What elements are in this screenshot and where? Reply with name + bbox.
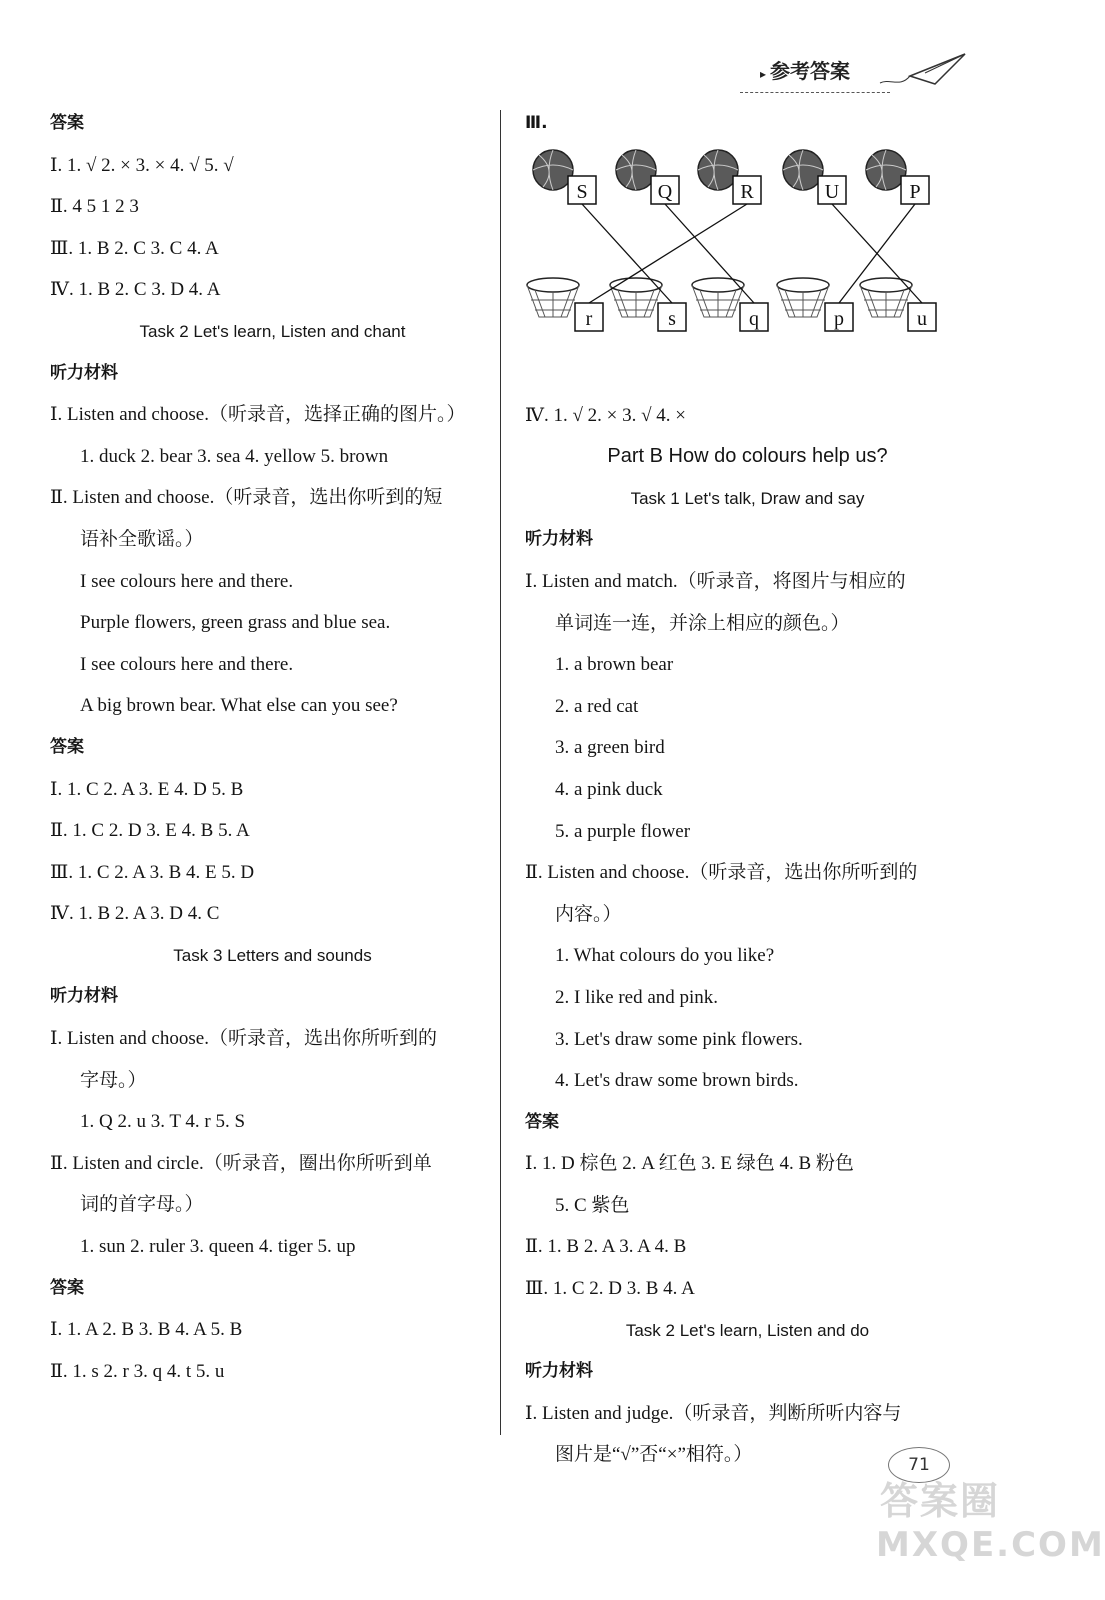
right-line: Ⅳ. 1. √ 2. × 3. √ 4. × <box>525 404 687 426</box>
match-line <box>665 204 754 303</box>
section-iii-label: Ⅲ. <box>525 113 548 133</box>
left-line: Ⅱ. 1. s 2. r 3. q 4. t 5. u <box>50 1360 225 1382</box>
right-lines <box>525 395 970 1476</box>
left-line: Purple flowers, green grass and blue sea. <box>80 612 391 634</box>
hoop-item <box>527 278 603 331</box>
right-line: 听力材料 <box>525 529 593 550</box>
right-line: Ⅲ. 1. C 2. D 3. B 4. A <box>525 1278 695 1300</box>
left-line: Ⅰ. 1. A 2. B 3. B 4. A 5. B <box>50 1319 243 1341</box>
match-line <box>839 204 915 303</box>
hoop-item <box>777 278 853 331</box>
right-line: 4. a pink duck <box>555 778 663 800</box>
left-line: 听力材料 <box>50 362 118 383</box>
left-line: Ⅳ. 1. B 2. C 3. D 4. A <box>50 279 221 301</box>
right-line: 1. a brown bear <box>555 654 674 676</box>
left-line: A big brown bear. What else can you see? <box>80 695 398 717</box>
left-line: Ⅱ. Listen and circle.（听录音，圈出你所听到单 <box>50 1152 432 1174</box>
right-line: Ⅰ. 1. D 棕色 2. A 红色 3. E 绿色 4. B 粉色 <box>525 1153 854 1175</box>
header-title-text: 参考答案 <box>770 59 851 83</box>
ball-letter: U <box>824 181 840 203</box>
right-line: 5. a purple flower <box>555 820 691 842</box>
right-line: Part B How do colours help us? <box>607 445 888 468</box>
left-line: 词的首字母。） <box>80 1194 204 1216</box>
left-line: Task 2 Let's learn, Listen and chant <box>139 321 406 341</box>
left-line: Ⅱ. Listen and choose.（听录音，选出你听到的短 <box>50 487 443 509</box>
left-line: Ⅰ. Listen and choose.（听录音，选择正确的图片。） <box>50 404 466 426</box>
basketball-item <box>783 150 846 204</box>
right-line: 4. Let's draw some brown birds. <box>555 1070 799 1092</box>
match-line <box>582 204 672 303</box>
left-line: 字母。） <box>80 1069 147 1091</box>
header-title <box>760 55 850 84</box>
left-column <box>50 103 495 1392</box>
match-line <box>589 204 747 303</box>
right-line: Ⅱ. Listen and choose.（听录音，选出你所听到的 <box>525 862 918 884</box>
right-line: 2. a red cat <box>555 695 639 717</box>
left-line: Ⅰ. 1. √ 2. × 3. × 4. √ 5. √ <box>50 154 234 176</box>
basketball-item <box>533 150 596 204</box>
hoop-letter: p <box>834 308 844 330</box>
right-line: Ⅱ. 1. B 2. A 3. A 4. B <box>525 1236 687 1258</box>
left-line: 听力材料 <box>50 986 118 1007</box>
right-line: Task 2 Let's learn, Listen and do <box>625 1320 870 1340</box>
ball-hoop-matching-figure <box>528 145 958 340</box>
left-line: 1. duck 2. bear 3. sea 4. yellow 5. brown <box>80 445 389 467</box>
right-line: 1. What colours do you like? <box>555 945 775 967</box>
left-line: Task 3 Letters and sounds <box>173 945 372 965</box>
watermark-logo: 答案圈 <box>880 1479 1001 1523</box>
left-line: Ⅳ. 1. B 2. A 3. D 4. C <box>50 903 220 925</box>
right-line: 5. C 紫色 <box>555 1194 630 1216</box>
page-number: 71 <box>888 1447 950 1483</box>
left-line: 1. sun 2. ruler 3. queen 4. tiger 5. up <box>80 1236 356 1258</box>
paper-plane-icon <box>880 48 970 93</box>
basketball-item <box>616 150 679 204</box>
right-line: 3. a green bird <box>555 737 665 759</box>
left-line: Ⅲ. 1. B 2. C 3. C 4. A <box>50 237 219 259</box>
hoop-letter: s <box>668 308 676 330</box>
right-line: 图片是“√”否“×”相符。） <box>555 1444 753 1466</box>
right-line: Task 1 Let's talk, Draw and say <box>630 488 865 508</box>
column-divider <box>500 110 501 1435</box>
basketball-item <box>866 150 929 204</box>
hoop-item <box>610 278 686 331</box>
ball-letter: P <box>909 181 921 203</box>
hoop-letter: r <box>585 308 593 330</box>
right-line: 听力材料 <box>525 1361 593 1382</box>
right-line: 内容。） <box>555 903 622 925</box>
left-line: 1. Q 2. u 3. T 4. r 5. S <box>80 1111 246 1133</box>
left-line: Ⅲ. 1. C 2. A 3. B 4. E 5. D <box>50 861 255 883</box>
right-line: Ⅰ. Listen and judge.（听录音，判断所听内容与 <box>525 1402 902 1424</box>
left-line: I see colours here and there. <box>80 653 294 675</box>
left-line: 答案 <box>50 113 84 133</box>
left-line: 语补全歌谣。） <box>80 528 204 550</box>
left-line: Ⅰ. 1. C 2. A 3. E 4. D 5. B <box>50 778 244 800</box>
ball-letter: Q <box>657 181 673 203</box>
ball-letter: R <box>740 181 754 203</box>
left-line: Ⅰ. Listen and choose.（听录音，选出你所听到的 <box>50 1028 437 1050</box>
basketball-item <box>698 150 761 204</box>
right-line: 3. Let's draw some pink flowers. <box>555 1028 803 1050</box>
right-line: Ⅰ. Listen and match.（听录音，将图片与相应的 <box>525 570 906 592</box>
left-line: Ⅱ. 4 5 1 2 3 <box>50 196 139 218</box>
ball-letter: S <box>576 181 588 203</box>
hoop-letter: u <box>917 308 927 330</box>
left-line: 答案 <box>50 736 84 757</box>
left-line: 答案 <box>50 1277 84 1298</box>
right-line: 2. I like red and pink. <box>555 986 719 1008</box>
watermark-url: MXQE.COM <box>876 1525 1105 1565</box>
left-line: I see colours here and there. <box>80 570 294 592</box>
header-underline <box>740 92 890 93</box>
left-line: Ⅱ. 1. C 2. D 3. E 4. B 5. A <box>50 820 250 842</box>
hoop-letter: q <box>749 308 759 330</box>
hoop-item <box>692 278 768 331</box>
hoop-item <box>860 278 936 331</box>
triangle-bullet-icon: ▸ <box>760 67 767 81</box>
right-line: 单词连一连，并涂上相应的颜色。） <box>555 612 850 634</box>
right-line: 答案 <box>525 1111 559 1132</box>
